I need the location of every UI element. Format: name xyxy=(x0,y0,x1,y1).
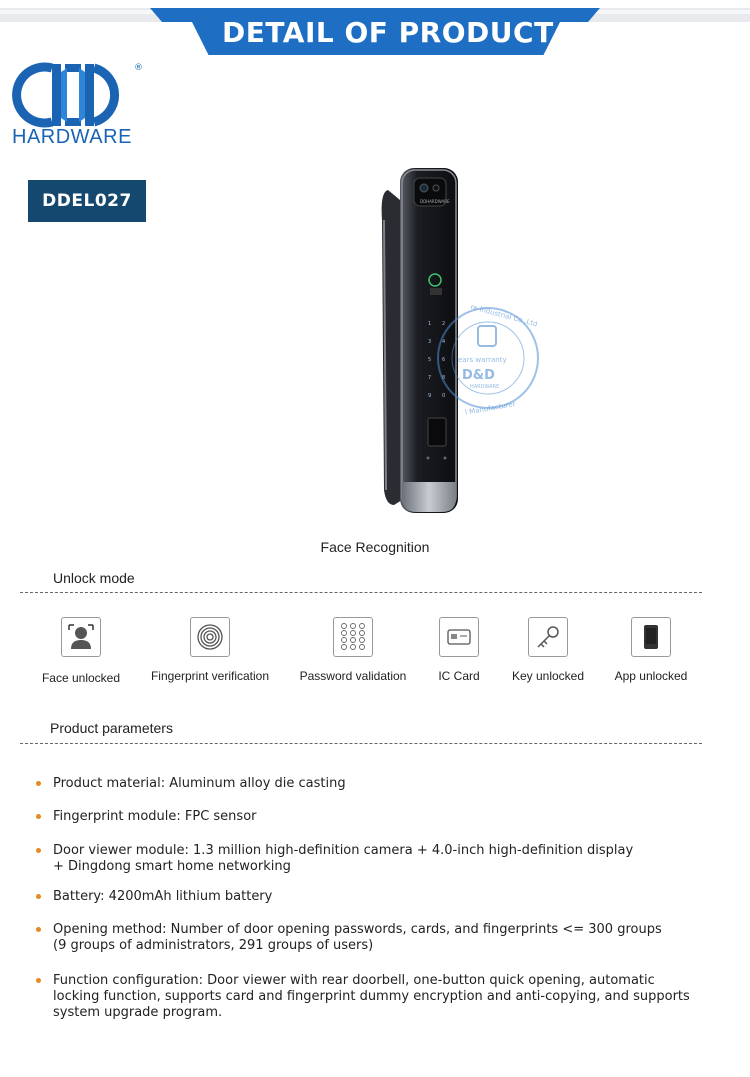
list-item: Opening method: Number of door opening passwords, cards, and fingerprints <= 300 groups (9 groups of administrators, 291 groups of users) xyxy=(36,922,726,954)
fingerprint-icon xyxy=(190,617,230,657)
phone-icon xyxy=(631,617,671,657)
svg-text:D&D: D&D xyxy=(462,368,495,383)
svg-text:DDHARDWARE: DDHARDWARE xyxy=(420,199,450,204)
list-item: Fingerprint module: FPC sensor xyxy=(36,809,726,825)
registered-mark: ® xyxy=(134,63,143,73)
unlock-mode-face xyxy=(16,617,146,685)
svg-text:1: 1 xyxy=(428,321,432,327)
svg-text:8: 8 xyxy=(442,375,446,381)
product-image xyxy=(370,160,550,525)
bullet-icon xyxy=(36,978,41,983)
mode-label: Fingerprint verification xyxy=(150,669,270,683)
svg-text:l Manufacturer: l Manufacturer xyxy=(464,399,517,417)
card-icon xyxy=(439,617,479,657)
mode-label: Key unlocked xyxy=(511,669,585,683)
keypad-icon xyxy=(333,617,373,657)
svg-text:3: 3 xyxy=(428,339,432,345)
unlock-mode-fingerprint xyxy=(145,617,275,683)
mode-label: Face unlocked xyxy=(41,671,121,685)
product-caption: Face Recognition xyxy=(320,539,430,555)
list-item: Function configuration: Door viewer with rear doorbell, one-button quick opening, automatic locking function, supports card and fingerprint dummy encryption and anti-copying, and supports system upgrade program. xyxy=(36,973,726,1021)
face-icon xyxy=(61,617,101,657)
svg-text:4: 4 xyxy=(442,339,446,345)
svg-text:9: 9 xyxy=(428,393,432,399)
svg-text:7: 7 xyxy=(428,375,432,381)
section-divider xyxy=(20,743,702,744)
list-item: Battery: 4200mAh lithium battery xyxy=(36,889,726,905)
brand-name: HARDWARE xyxy=(12,126,132,148)
svg-text:5: 5 xyxy=(428,357,432,363)
svg-text:0: 0 xyxy=(442,393,446,399)
list-item: Product material: Aluminum alloy die casting xyxy=(36,776,726,792)
parameters-title: Product parameters xyxy=(50,720,173,736)
unlock-mode-app xyxy=(586,617,716,683)
mode-label: IC Card xyxy=(438,669,480,683)
svg-text:2: 2 xyxy=(442,321,446,327)
svg-text:HARDWARE: HARDWARE xyxy=(470,384,500,390)
bullet-icon xyxy=(36,927,41,932)
bullet-icon xyxy=(36,894,41,899)
key-icon xyxy=(528,617,568,657)
svg-text:6: 6 xyxy=(442,357,446,363)
bullet-icon xyxy=(36,848,41,853)
model-badge: DDEL027 xyxy=(28,180,146,222)
bullet-icon xyxy=(36,814,41,819)
svg-text:re Industrial Co.,Ltd: re Industrial Co.,Ltd xyxy=(469,302,539,329)
mode-label: App unlocked xyxy=(614,669,688,683)
page-title: DETAIL OF PRODUCT xyxy=(222,16,554,49)
mode-label: Password validation xyxy=(299,669,407,683)
bullet-icon xyxy=(36,781,41,786)
section-divider xyxy=(20,592,702,593)
list-item: Door viewer module: 1.3 million high-definition camera + 4.0-inch high-definition display + Dingdong smart home networking xyxy=(36,843,726,875)
svg-text:ears warranty: ears warranty xyxy=(458,356,507,364)
unlock-mode-title: Unlock mode xyxy=(53,570,135,586)
